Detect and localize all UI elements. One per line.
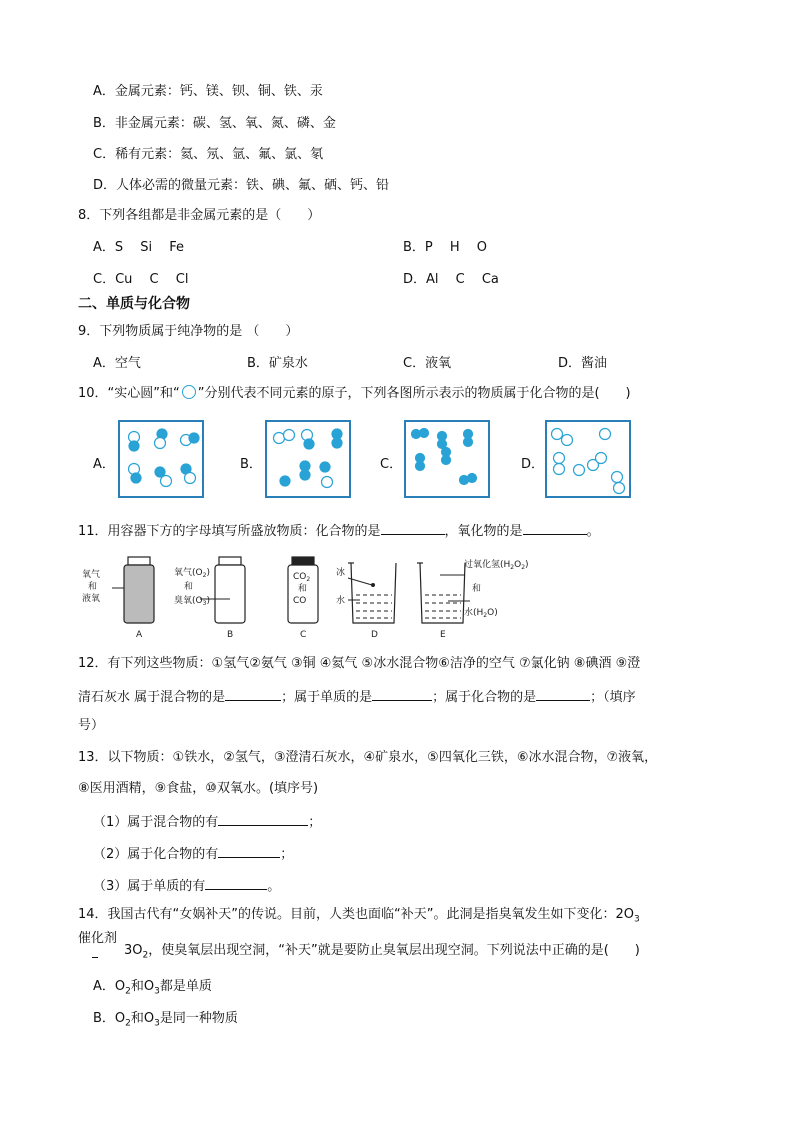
q14-option-b: B．$O_2$和$O_3$是同一种物质 xyxy=(93,1011,238,1029)
q12-blank-mixture xyxy=(225,687,281,701)
q10-figure-c xyxy=(404,420,490,498)
q9-option-d: D．酱油 xyxy=(558,356,608,371)
q11-container-figure xyxy=(80,553,529,643)
q8-option-d: D．Al C Ca xyxy=(403,272,499,287)
q13-sub1: （1）属于混合物的有 ； xyxy=(93,812,321,832)
section-title: 二、单质与化合物 xyxy=(78,296,190,312)
label-b-line3: 臭氧(O xyxy=(174,596,203,606)
label-e-top: 过氧化氢(H xyxy=(464,560,511,570)
q13-sub2: （2）属于化合物的有 ； xyxy=(93,844,293,864)
svg-text:臭氧(O3): 臭氧$(O_3)$ xyxy=(174,596,210,607)
letter-e: E xyxy=(440,630,446,640)
label-d-water: 水 xyxy=(336,596,346,606)
hollow-circle-icon xyxy=(182,385,196,399)
label-a-line3: 液氧 xyxy=(82,594,101,604)
q8-option-a: A．S Si Fe xyxy=(93,240,185,255)
q14-line2: $3O_2$，使臭氧层出现空洞，“补天”就是要防止臭氧层出现空洞。下列说法中正确的是( ) xyxy=(124,943,640,961)
q10-stem: 10．“实心圆”和“ ”分别代表不同元素的原子，下列各图所示表示的物质属于化合物的是( ) xyxy=(78,386,631,401)
q13-line1: 13．以下物质：①铁水，②氢气，③澄清石灰水，④矿泉水，⑤四氧化三铁，⑥冰水混合物，⑦液氧， xyxy=(78,750,658,765)
label-e-bottom: 水(H xyxy=(464,608,484,618)
q13-blank-2 xyxy=(218,844,280,858)
q14-option-a: A．$O_2$和$O_3$都是单质 xyxy=(93,979,212,997)
q12-line2: 清石灰水 属于混合物的是 ；属于单质的是 ；属于化合物的是 ；（填序 xyxy=(78,687,636,707)
q7-option-c: C．稀有元素：氦、氖、氩、氟、氯、氡 xyxy=(93,147,324,162)
label-c-line2: 和 xyxy=(298,584,308,594)
q9-option-b: B．矿泉水 xyxy=(247,356,308,371)
svg-text:过氧化氢(H2O2): 过氧化氢$(H_2O_2)$ xyxy=(464,560,529,571)
q13-sub3: （3）属于单质的有 。 xyxy=(93,876,280,896)
label-a-line1: 氧气 xyxy=(82,570,101,580)
q13-line2: ⑧医用酒精，⑨食盐，⑩双氧水。(填序号) xyxy=(78,781,319,796)
q14-catalyst: 催化剂 xyxy=(78,931,118,946)
svg-text:CO2: $CO_2$ xyxy=(293,572,311,583)
letter-d: D xyxy=(371,630,378,640)
q14-line1: 14．我国古代有“女娲补天”的传说。目前，人类也面临“补天”。此洞是指臭氧发生如下变化：$2O_3$ xyxy=(78,907,640,925)
q11-stem: 11．用容器下方的字母填写所盛放物质：化合物的是 ，氧化物的是 。 xyxy=(78,521,600,541)
q11-blank-2 xyxy=(523,521,587,535)
q10-figure-a xyxy=(118,420,204,498)
q11-blank-1 xyxy=(381,521,445,535)
q7-option-d: D．人体必需的微量元素：铁、碘、氟、硒、钙、铅 xyxy=(93,178,390,193)
q9-option-c: C．液氧 xyxy=(403,356,452,371)
label-a-line2: 和 xyxy=(88,582,98,592)
q7-option-a: A．金属元素：钙、镁、钡、铜、铁、汞 xyxy=(93,84,323,99)
q10-label-a: A． xyxy=(93,457,115,472)
label-b-line2: 和 xyxy=(184,582,194,592)
label-e-mid: 和 xyxy=(472,584,482,594)
q12-line3: 号） xyxy=(78,718,105,733)
q8-option-b: B．P H O xyxy=(403,240,488,255)
label-d-ice: 冰 xyxy=(336,568,346,578)
q8-stem: 8．下列各组都是非金属元素的是（ ） xyxy=(78,208,321,223)
q12-blank-element xyxy=(372,687,432,701)
q9-option-a: A．空气 xyxy=(93,356,141,371)
letter-c: C xyxy=(300,630,307,640)
q10-label-b: B． xyxy=(240,457,262,472)
q10-figure-d xyxy=(545,420,631,498)
q13-blank-3 xyxy=(205,876,267,890)
q7-option-b: B．非金属元素：碳、氢、氧、氮、磷、金 xyxy=(93,116,336,131)
svg-text:氧气(O2): 氧气$(O_2)$ xyxy=(174,568,210,579)
label-b-line1: 氧气(O xyxy=(174,568,203,578)
q12-line1: 12．有下列这些物质：①氢气②氨气 ③铜 ④氦气 ⑤冰水混合物⑥洁净的空气 ⑦氯化钠 ⑧碘酒 ⑨澄 xyxy=(78,656,641,671)
q10-figure-b xyxy=(265,420,351,498)
q10-label-d: D． xyxy=(521,457,545,472)
q10-label-c: C． xyxy=(380,457,403,472)
q14-arrow-mark xyxy=(92,957,98,958)
label-c-line1: CO xyxy=(293,572,307,582)
svg-text:水(H2O): 水$(H_2O)$ xyxy=(464,608,498,619)
q8-option-c: C．Cu C Cl xyxy=(93,272,189,287)
label-c-line3: CO xyxy=(293,596,307,606)
letter-b: B xyxy=(227,630,234,640)
q12-blank-compound xyxy=(536,687,590,701)
q13-blank-1 xyxy=(218,812,308,826)
letter-a: A xyxy=(136,630,143,640)
q9-stem: 9．下列物质属于纯净物的是 （ ） xyxy=(78,324,299,339)
